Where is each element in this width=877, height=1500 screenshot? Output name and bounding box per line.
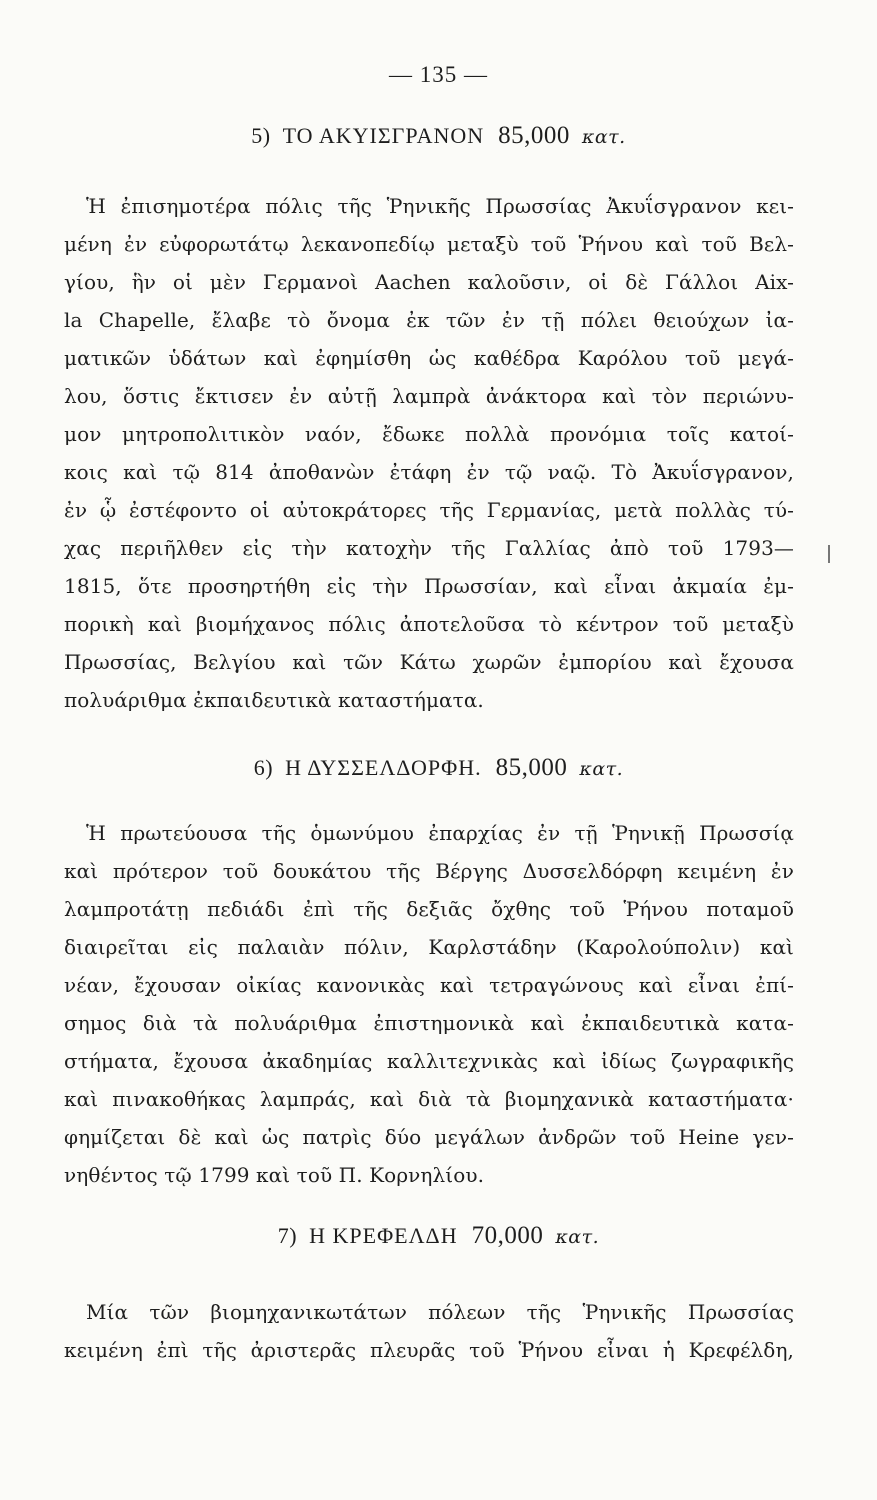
- text-line: σημος διὰ τὰ πολυάριθμα ἐπιστημονικὰ καὶ ἐκπαιδευτικὰ κατα-: [64, 1011, 794, 1035]
- text-line: ἐν ᾧ ἐστέφοντο οἱ αὐτοκράτορες τῆς Γερμανίας, μετὰ πολλὰς τύ-: [64, 498, 794, 522]
- text-line: χας περιῆλθεν εἰς τὴν κατοχὴν τῆς Γαλλίας ἀπὸ τοῦ 1793—: [64, 536, 794, 560]
- text-line: la Chapelle, ἔλαβε τὸ ὄνομα ἐκ τῶν ἐν τῇ πόλει θειούχων ἰα-: [64, 308, 794, 332]
- text-line: λαμπροτάτῃ πεδιάδι ἐπὶ τῆς δεξιᾶς ὄχθης τοῦ Ῥήνου ποταμοῦ: [64, 897, 794, 921]
- text-line: νηθέντος τῷ 1799 καὶ τοῦ Π. Κορνηλίου.: [64, 1163, 485, 1187]
- text-line: μένη ἐν εὐφορωτάτῳ λεκανοπεδίῳ μεταξὺ τοῦ Ῥήνου καὶ τοῦ Βελ-: [64, 232, 794, 256]
- page-number: — 135 —: [389, 62, 488, 87]
- section-population-unit: κατ.: [579, 758, 624, 780]
- section-ordinal: 7): [277, 1223, 298, 1248]
- section-population-unit: κατ.: [581, 126, 626, 148]
- text-line: καὶ πινακοθήκας λαμπράς, καὶ διὰ τὰ βιομηχανικὰ καταστήματα·: [64, 1087, 794, 1111]
- section-population: 85,000: [498, 122, 570, 149]
- section-heading-dusseldorf: [0, 754, 877, 782]
- text-line: στήματα, ἔχουσα ἀκαδημίας καλλιτεχνικὰς καὶ ἰδίως ζωγραφικῆς: [64, 1049, 794, 1073]
- text-line: γίου, ἣν οἱ μὲν Γερμανοὶ Aachen καλοῦσιν, οἱ δὲ Γάλλοι Aix-: [64, 270, 794, 294]
- text-line: πορικὴ καὶ βιομήχανος πόλις ἀποτελοῦσα τὸ κέντρον τοῦ μεταξὺ: [64, 612, 794, 636]
- text-line: κειμένη ἐπὶ τῆς ἀριστερᾶς πλευρᾶς τοῦ Ῥήνου εἶναι ἡ Κρεφέλδη,: [64, 1338, 794, 1362]
- text-line: Ἡ πρωτεύουσα τῆς ὁμωνύμου ἐπαρχίας ἐν τῇ Ῥηνικῇ Πρωσσίᾳ: [86, 821, 794, 845]
- section-heading-krefeld: [0, 1222, 877, 1250]
- margin-mark: [828, 545, 830, 563]
- section-ordinal: 6): [253, 755, 274, 780]
- text-line: πολυάριθμα ἐκπαιδευτικὰ καταστήματα.: [64, 688, 484, 712]
- text-line: κοις καὶ τῷ 814 ἀποθανὼν ἐτάφη ἐν τῷ ναῷ. Τὸ Ἀκυΐσγρανον,: [64, 460, 794, 484]
- section-title: Η ΔΥΣΣΕΛΔΟΡΦΗ.: [285, 755, 482, 780]
- text-line: καὶ πρότερον τοῦ δουκάτου τῆς Βέργης Δυσσελδόρφη κειμένη ἐν: [64, 859, 794, 883]
- paragraph-krefeld: [64, 1293, 794, 1369]
- text-line: νέαν, ἔχουσαν οἰκίας κανονικὰς καὶ τετραγώνους καὶ εἶναι ἐπί-: [64, 973, 794, 997]
- text-line: ματικῶν ὑδάτων καὶ ἐφημίσθη ὡς καθέδρα Καρόλου τοῦ μεγά-: [64, 346, 794, 370]
- text-line: Πρωσσίας, Βελγίου καὶ τῶν Κάτω χωρῶν ἐμπορίου καὶ ἔχουσα: [64, 650, 794, 674]
- section-title: ΤΟ ΑΚΥΙΣΓΡΑΝΟΝ: [282, 123, 485, 148]
- text-line: 1815, ὅτε προσηρτήθη εἰς τὴν Πρωσσίαν, καὶ εἶναι ἀκμαία ἐμ-: [64, 574, 794, 598]
- section-population: 70,000: [471, 1222, 544, 1249]
- paragraph-dusseldorf: [64, 814, 794, 1194]
- paragraph-aachen: [64, 187, 794, 719]
- text-line: λου, ὅστις ἔκτισεν ἐν αὐτῇ λαμπρὰ ἀνάκτορα καὶ τὸν περιώνυ-: [64, 384, 794, 408]
- text-line: Μία τῶν βιομηχανικωτάτων πόλεων τῆς Ῥηνικῆς Πρωσσίας: [86, 1300, 794, 1324]
- text-line: Ἡ ἐπισημοτέρα πόλις τῆς Ῥηνικῆς Πρωσσίας Ἀκυΐσγρανον κει-: [86, 194, 794, 218]
- section-population: 85,000: [495, 754, 568, 781]
- section-title: Η ΚΡΕΦΕΛΔΗ: [309, 1223, 458, 1248]
- text-line: διαιρεῖται εἰς παλαιὰν πόλιν, Καρλστάδην (Καρολούπολιν) καὶ: [64, 935, 794, 959]
- section-population-unit: κατ.: [555, 1226, 600, 1248]
- section-heading-aachen: [0, 122, 877, 150]
- text-line: φημίζεται δὲ καὶ ὡς πατρὶς δύο μεγάλων ἀνδρῶν τοῦ Heine γεν-: [64, 1125, 794, 1149]
- section-ordinal: 5): [251, 123, 271, 148]
- text-line: μον μητροπολιτικὸν ναόν, ἔδωκε πολλὰ προνόμια τοῖς κατοί-: [64, 422, 794, 446]
